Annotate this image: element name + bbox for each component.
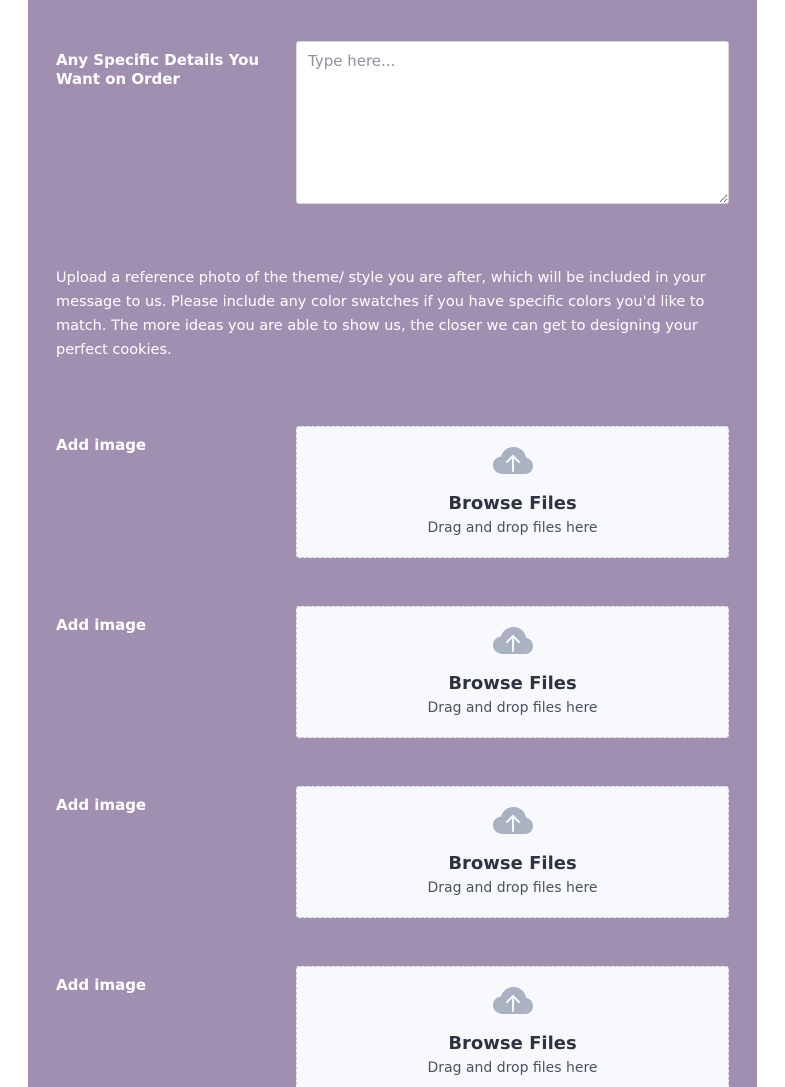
add-image-label: Add image <box>56 976 147 994</box>
order-form-panel <box>28 0 757 1087</box>
drag-drop-hint: Drag and drop files here <box>427 700 598 716</box>
file-dropzone[interactable] <box>296 966 729 1087</box>
drag-drop-hint: Drag and drop files here <box>427 520 598 536</box>
cloud-upload-icon <box>493 807 533 835</box>
details-textarea[interactable] <box>296 41 729 204</box>
drag-drop-hint: Drag and drop files here <box>427 1060 598 1076</box>
cloud-upload-icon <box>493 987 533 1015</box>
cloud-upload-icon <box>493 627 533 655</box>
cloud-upload-icon <box>493 447 533 475</box>
file-dropzone[interactable] <box>296 786 729 918</box>
file-dropzone[interactable] <box>296 606 729 738</box>
details-label: Any Specific Details You Want on Order <box>56 51 260 88</box>
add-image-label: Add image <box>56 616 147 634</box>
browse-files-label[interactable]: Browse Files <box>448 1033 577 1054</box>
add-image-label: Add image <box>56 796 147 814</box>
browse-files-label[interactable]: Browse Files <box>448 853 577 874</box>
browse-files-label[interactable]: Browse Files <box>448 493 577 514</box>
file-dropzone[interactable] <box>296 426 729 558</box>
drag-drop-hint: Drag and drop files here <box>427 880 598 896</box>
add-image-label: Add image <box>56 436 147 454</box>
browse-files-label[interactable]: Browse Files <box>448 673 577 694</box>
upload-description: Upload a reference photo of the theme/ style you are after, which will be included in your message to us. Please include any color swatches if you have specific colors you'd like to match. The more ideas you are able to show us, the closer we can get to designing your perfect cookies. <box>56 270 706 358</box>
